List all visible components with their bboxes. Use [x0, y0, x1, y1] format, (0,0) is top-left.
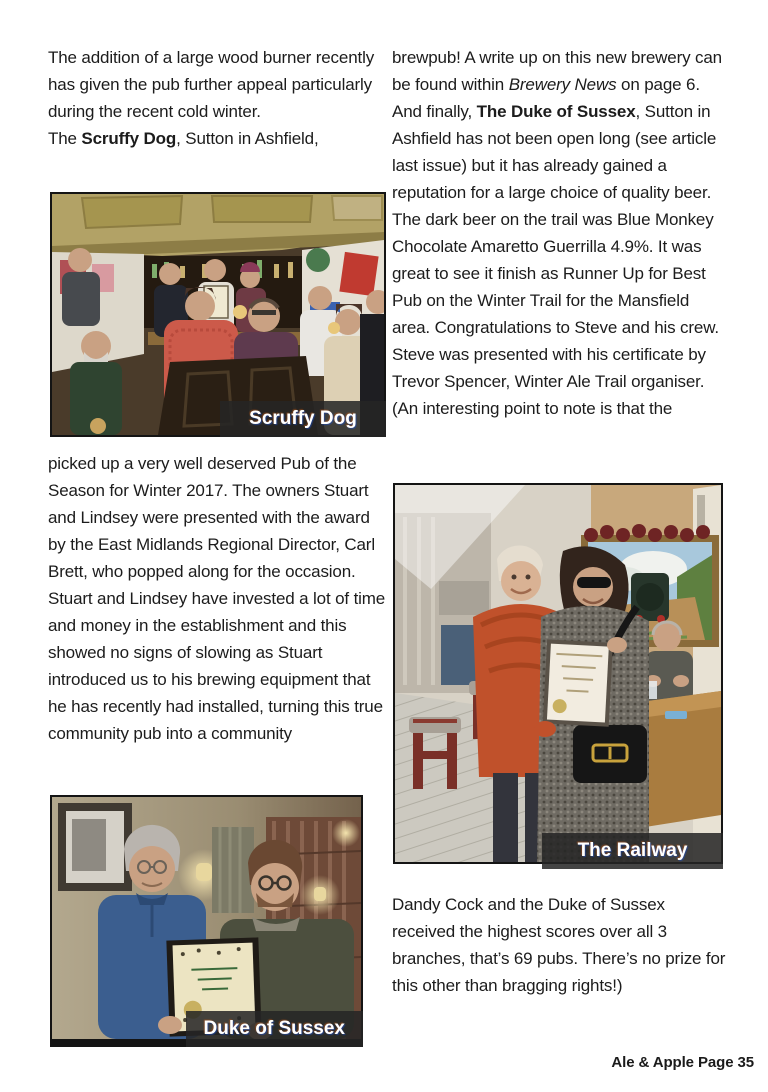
photo-caption-the-railway: The Railway	[542, 833, 723, 869]
right-column-bottom	[392, 891, 730, 999]
pub-name-scruffy-dog: Scruffy Dog	[81, 129, 177, 148]
text-run: brewpub! A write up on this new brewery can be found within	[392, 48, 722, 94]
left-column-intro	[48, 44, 384, 152]
text-run: picked up a very well deserved Pub of the Season for Winter 2017. The owners Stuart and Lindsey were presented with the award by the East Midlands Regional Director, Carl Brett, who popped along for the occasion. Stuart and Lindsey have invested a lot of time and money in the establishment and this showed no signs of slowing as Stuart introduced us to his brewing equipment that he has recently had installed, turning this true community pub into a community	[48, 454, 386, 743]
text-run: The	[48, 129, 82, 148]
text-run: And finally,	[392, 102, 477, 121]
text-run: Dandy Cock and the Duke of Sussex received the highest scores over all 3 branches, that’s 69 pubs. There’s no prize for this other than bragging rights!)	[392, 895, 726, 995]
text-run: on page 6.	[616, 75, 700, 94]
text-run: , Sutton in Ashfield has not been open long (see article last issue) but it has already gained a reputation for a large choice of quality beer. The dark beer on the trail was Blue Monkey Chocolate Amaretto Guerrilla 4.9%. It was great to see it finish as Runner Up for Best Pub on the Winter Trail for the Mansfield area. Congratulations to Steve and his crew. Steve was presented with his certificate by Trevor Spencer, Winter Ale Trail organiser. (An interesting point to note is that the	[392, 102, 719, 418]
the-railway-photo-art	[395, 485, 721, 862]
pub-name-duke-of-sussex: The Duke of Sussex	[476, 102, 636, 121]
duke-of-sussex-photo-art	[52, 797, 361, 1039]
brewery-news-reference: Brewery News	[508, 75, 617, 94]
scruffy-dog-photo-art	[52, 194, 384, 435]
paragraph-duke-of-sussex	[392, 98, 730, 422]
paragraph-brewpub	[392, 44, 730, 98]
photo-caption-duke-of-sussex: Duke of Sussex	[186, 1011, 364, 1047]
paragraph-dandy-cock	[392, 891, 730, 999]
paragraph-wood-burner	[48, 44, 384, 125]
duke-of-sussex-photo	[50, 795, 363, 1047]
photo-caption-scruffy-dog: Scruffy Dog	[220, 401, 386, 437]
scruffy-dog-photo	[50, 192, 386, 437]
left-column-body	[48, 450, 388, 747]
text-run: , Sutton in Ashfield,	[176, 129, 319, 148]
paragraph-scruffy-intro	[48, 125, 384, 152]
page-footer: Ale & Apple Page 35	[611, 1054, 754, 1071]
right-column-top	[392, 44, 730, 422]
paragraph-pub-of-season	[48, 450, 388, 747]
text-run: The addition of a large wood burner recently has given the pub further appeal particularly during the recent cold winter.	[48, 48, 375, 121]
the-railway-photo	[393, 483, 723, 864]
